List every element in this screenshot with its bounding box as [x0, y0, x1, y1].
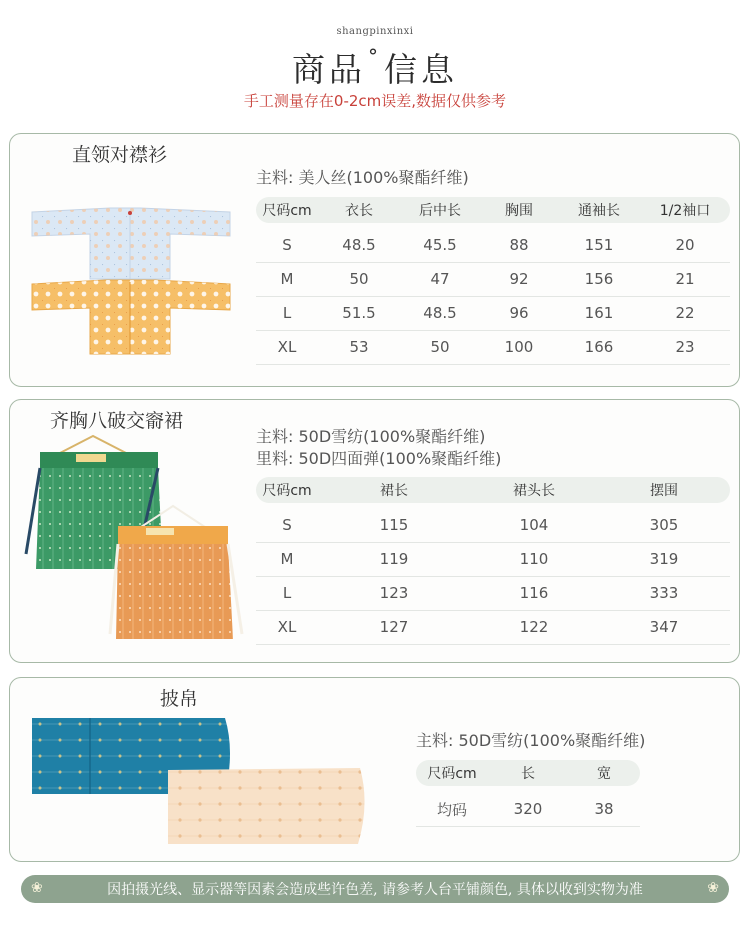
material-line: 里料: 50D四面弹(100%聚酯纤维)	[256, 449, 502, 468]
product-name: 披帛	[160, 688, 199, 710]
table-cell: 320	[513, 800, 543, 818]
table-cell: L	[282, 584, 292, 602]
page-header	[0, 0, 750, 125]
table-cell: 156	[584, 270, 614, 288]
col-header: 裙头长	[513, 483, 555, 499]
table-cell: 115	[379, 516, 409, 534]
material-line: 主料: 美人丝(100%聚酯纤维)	[256, 168, 469, 187]
table-cell: S	[282, 236, 292, 254]
table-cell: 333	[649, 584, 679, 602]
table-cell: XL	[277, 618, 297, 636]
table-cell: 51.5	[342, 304, 376, 322]
table-cell: L	[282, 304, 292, 322]
material-line: 主料: 50D雪纺(100%聚酯纤维)	[416, 731, 646, 750]
product-card-skirt	[9, 399, 740, 663]
col-header: 通袖长	[578, 203, 620, 219]
table-cell: 151	[584, 236, 614, 254]
table-cell: 53	[349, 338, 369, 356]
col-header: 裙长	[380, 483, 408, 499]
table-cell: 50	[430, 338, 450, 356]
product-name: 齐胸八破交窬裙	[50, 410, 184, 432]
flower-ornament-icon: ❀	[31, 880, 43, 896]
col-header: 尺码cm	[262, 483, 312, 499]
table-cell: 22	[675, 304, 695, 322]
table-row	[256, 576, 730, 611]
col-header: 胸围	[505, 203, 533, 219]
table-cell: 347	[649, 618, 679, 636]
table-cell: 88	[509, 236, 529, 254]
table-row	[256, 228, 730, 263]
title-mark: °	[368, 44, 382, 68]
shawl-image	[30, 716, 370, 848]
table-cell: 123	[379, 584, 409, 602]
table-cell: 166	[584, 338, 614, 356]
table-cell: 50	[349, 270, 369, 288]
table-cell: 119	[379, 550, 409, 568]
table-cell: 48.5	[423, 304, 457, 322]
flower-ornament-icon: ❀	[707, 880, 719, 896]
table-cell: 305	[649, 516, 679, 534]
product-name: 直领对襟衫	[72, 144, 168, 166]
color-notice-bar	[21, 875, 729, 903]
product-card-shawl	[9, 677, 740, 862]
table-cell: S	[282, 516, 292, 534]
table-cell: 100	[504, 338, 534, 356]
table-cell: 23	[675, 338, 695, 356]
header-pinyin: shangpinxinxi	[336, 26, 414, 37]
table-cell: 38	[594, 800, 614, 818]
shirt-image	[30, 204, 240, 364]
col-header: 尺码cm	[427, 766, 477, 782]
table-cell: 116	[519, 584, 549, 602]
table-cell: 21	[675, 270, 695, 288]
table-row	[256, 262, 730, 297]
table-cell: 319	[649, 550, 679, 568]
col-header: 尺码cm	[262, 203, 312, 219]
table-cell: 45.5	[423, 236, 457, 254]
table-cell: XL	[277, 338, 297, 356]
title-right: 信息	[384, 50, 458, 89]
product-card-shirt	[9, 133, 740, 387]
page-subtitle: 手工测量存在0-2cm误差,数据仅供参考	[243, 92, 507, 110]
col-header: 衣长	[345, 203, 373, 219]
table-cell: 92	[509, 270, 529, 288]
table-cell: 110	[519, 550, 549, 568]
page-title	[0, 44, 750, 91]
table-cell: 均码	[436, 800, 467, 819]
table-cell: M	[280, 550, 294, 568]
table-cell: 104	[519, 516, 549, 534]
table-cell: 122	[519, 618, 549, 636]
table-cell: 47	[430, 270, 450, 288]
col-header: 1/2袖口	[659, 203, 711, 219]
col-header: 后中长	[419, 203, 461, 219]
table-cell: 96	[509, 304, 529, 322]
table-row	[256, 610, 730, 645]
table-row	[256, 508, 730, 543]
skirt-image	[18, 434, 250, 646]
size-table-header	[416, 760, 640, 786]
table-cell: 20	[675, 236, 695, 254]
col-header: 宽	[597, 766, 611, 782]
table-cell: M	[280, 270, 294, 288]
table-cell: 48.5	[342, 236, 376, 254]
table-cell: 161	[584, 304, 614, 322]
col-header: 摆围	[650, 483, 678, 499]
table-row	[256, 296, 730, 331]
color-notice-text: 因拍摄光线、显示器等因素会造成些许色差, 请参考人台平铺颜色, 具体以收到实物为准	[107, 882, 643, 898]
size-table-header	[256, 477, 730, 503]
table-row	[416, 792, 640, 827]
table-row	[256, 330, 730, 365]
size-table-header	[256, 197, 730, 223]
table-row	[256, 542, 730, 577]
col-header: 长	[521, 766, 535, 782]
table-cell: 127	[379, 618, 409, 636]
material-line: 主料: 50D雪纺(100%聚酯纤维)	[256, 427, 486, 446]
title-left: 商品	[292, 50, 366, 89]
